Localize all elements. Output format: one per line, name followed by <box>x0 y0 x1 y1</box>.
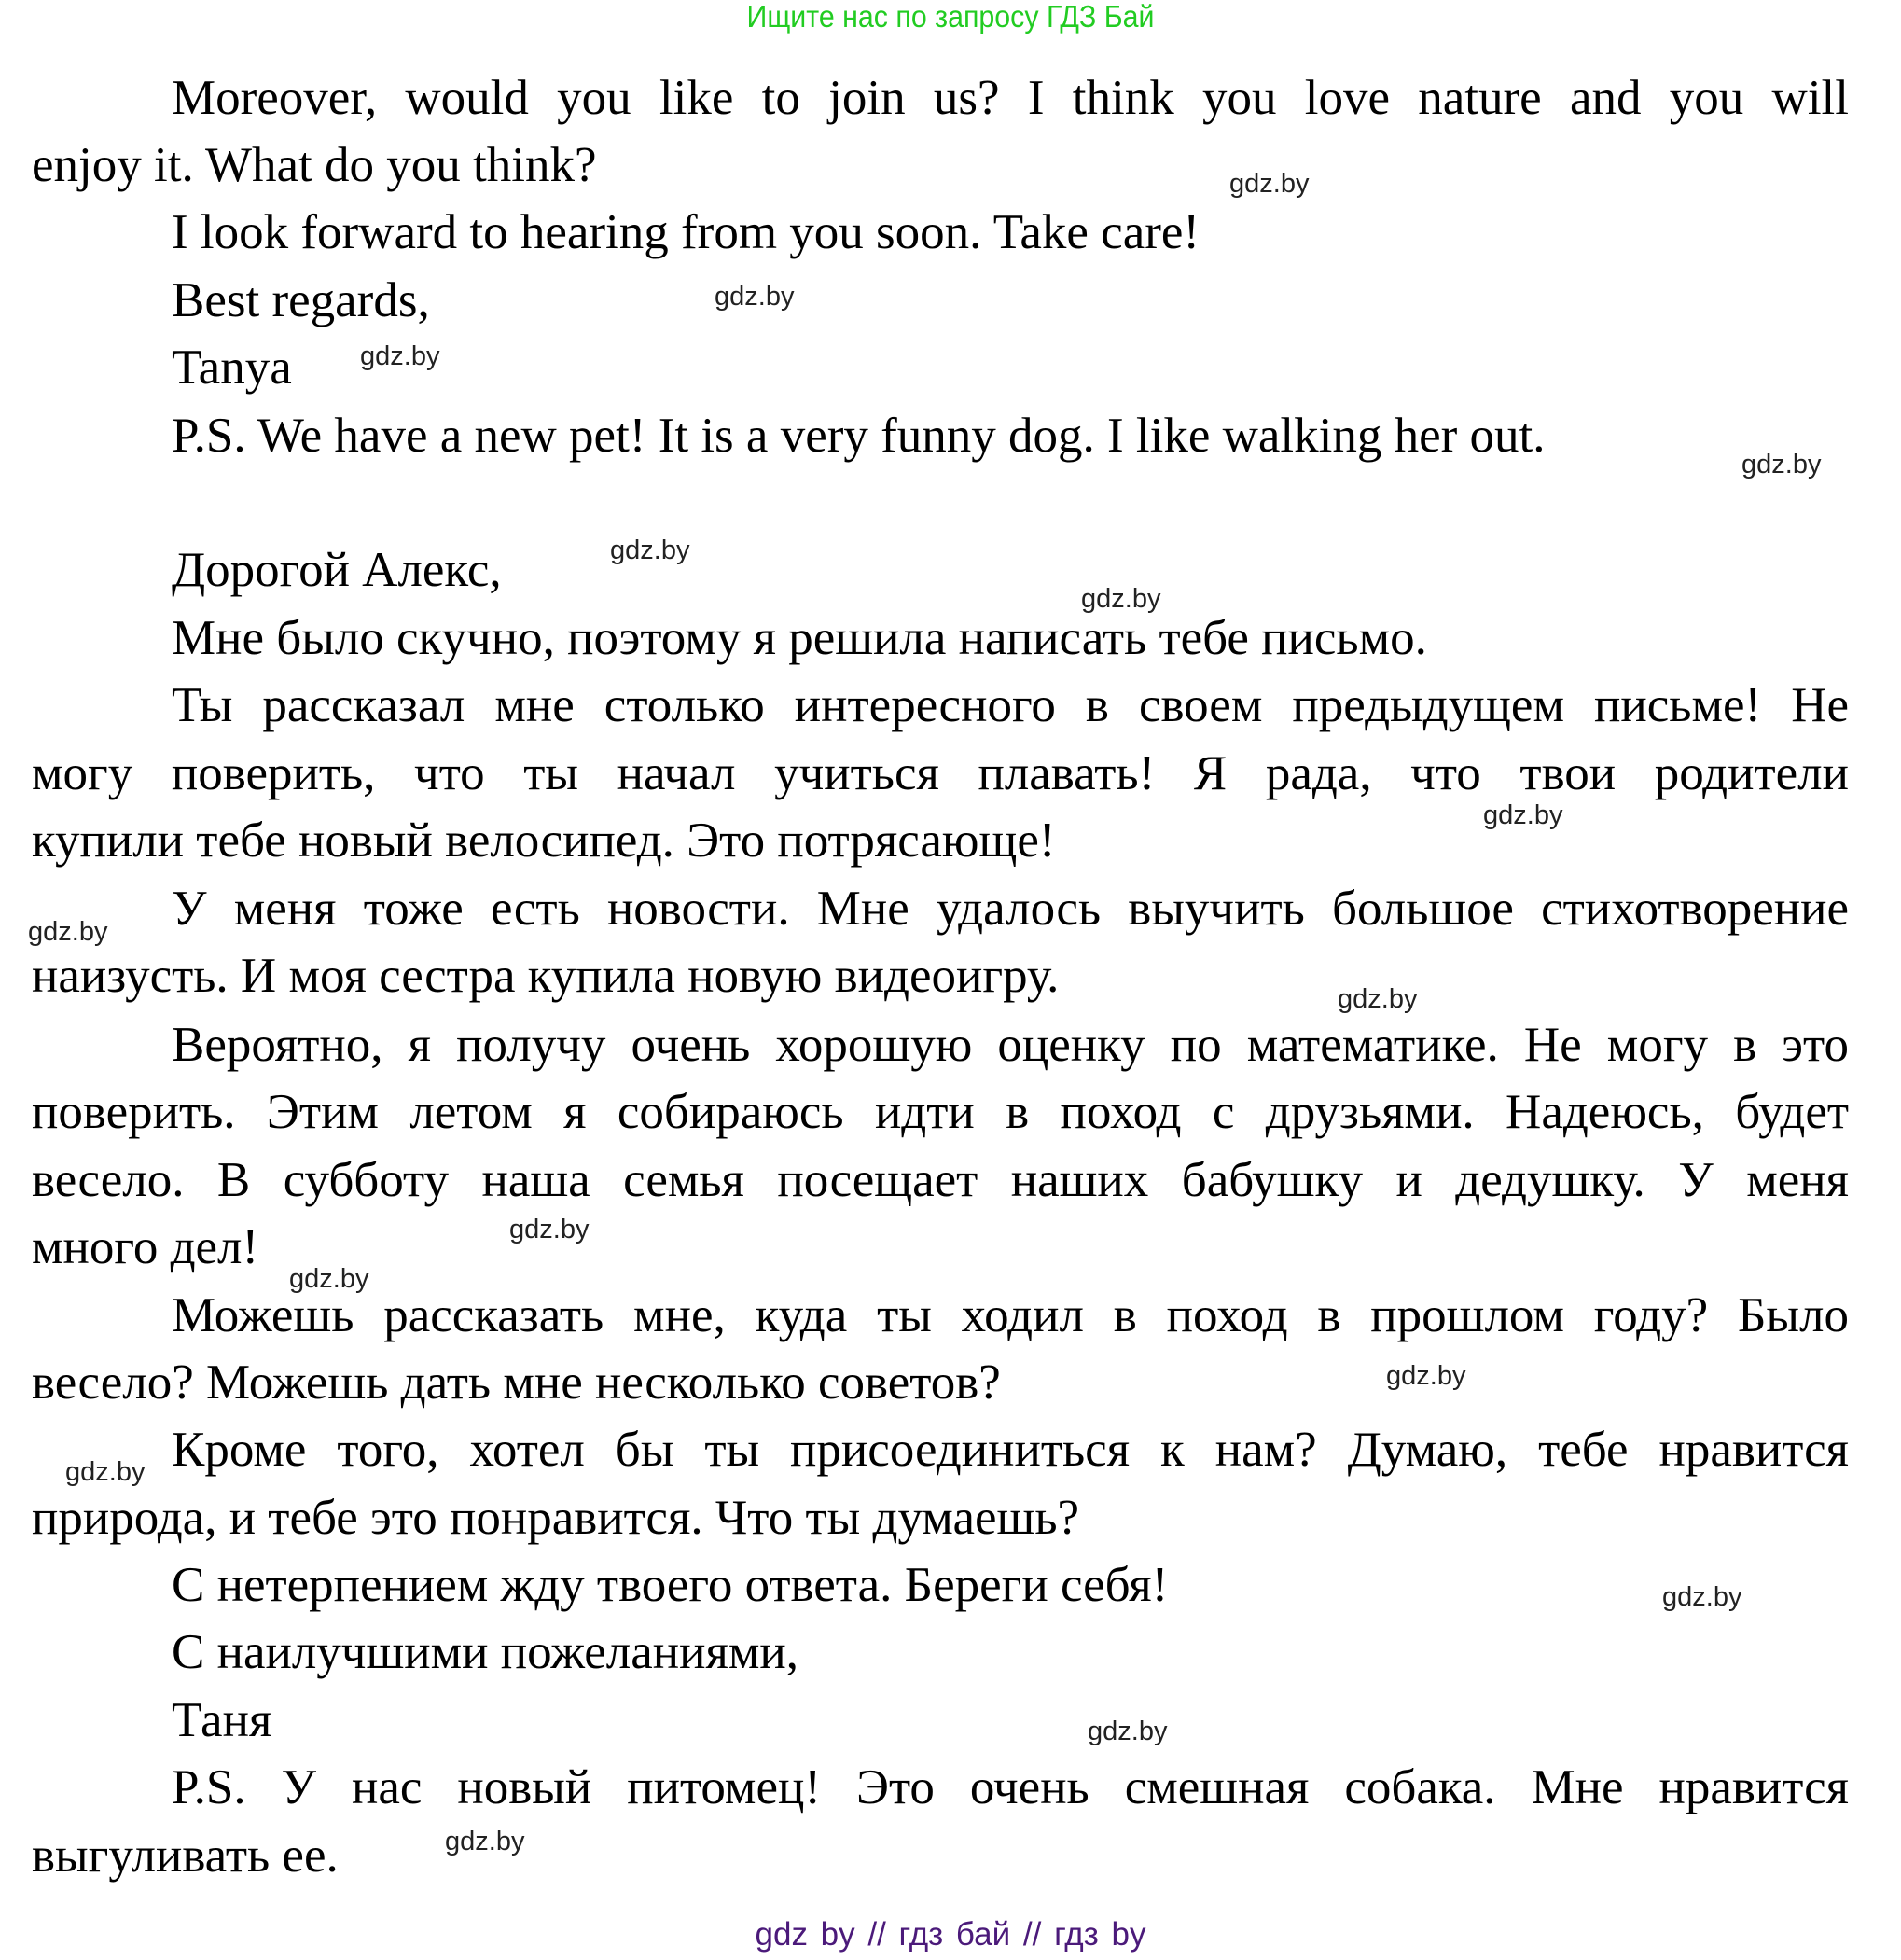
text-line: Вероятно, я получу очень хорошую оценку по математике. Не могу в это <box>172 1018 1849 1072</box>
watermark: gdz.by <box>289 1264 369 1294</box>
text-line: купили тебе новый велосипед. Это потрясающе! <box>32 813 1056 868</box>
text-line: enjoy it. What do you think? <box>32 138 597 192</box>
watermark: gdz.by <box>1483 800 1563 830</box>
watermark: gdz.by <box>1662 1582 1742 1612</box>
text-line: Moreover, would you like to join us? I think you love nature and you will <box>172 71 1849 125</box>
closing-line: Best regards, <box>172 273 430 327</box>
text-line: Мне было скучно, поэтому я решила написать тебе письмо. <box>172 611 1427 665</box>
text-line: весело? Можешь дать мне несколько советов? <box>32 1355 1001 1410</box>
watermark: gdz.by <box>1741 450 1822 480</box>
signature: Tanya <box>172 341 292 395</box>
text-line: Можешь рассказать мне, куда ты ходил в поход в прошлом году? Было <box>172 1288 1849 1342</box>
closing-line: С наилучшими пожеланиями, <box>172 1625 798 1679</box>
watermark: gdz.by <box>1338 984 1418 1014</box>
text-line: поверить. Этим летом я собираюсь идти в поход с друзьями. Надеюсь, будет <box>32 1085 1849 1139</box>
postscript: P.S. У нас новый питомец! Это очень смешная собака. Мне нравится <box>172 1760 1849 1814</box>
watermark: gdz.by <box>1229 169 1310 199</box>
text-line: весело. В субботу наша семья посещает наших бабушку и дедушку. У меня <box>32 1153 1849 1207</box>
watermark: gdz.by <box>28 917 108 947</box>
text-line: Кроме того, хотел бы ты присоединиться к нам? Думаю, тебе нравится <box>172 1423 1849 1477</box>
watermark: gdz.by <box>715 282 795 312</box>
text-line: природа, и тебе это понравится. Что ты думаешь? <box>32 1491 1080 1545</box>
watermark: gdz.by <box>1081 584 1161 614</box>
text-line: I look forward to hearing from you soon. Take care! <box>172 205 1200 259</box>
text-line: У меня тоже есть новости. Мне удалось выучить большое стихотворение <box>172 882 1849 936</box>
site-banner: Ищите нас по запросу ГДЗ Бай <box>746 0 1155 34</box>
postscript: P.S. We have a new pet! It is a very funny dog. I like walking her out. <box>172 409 1546 463</box>
watermark: gdz.by <box>360 341 440 371</box>
text-line: С нетерпением жду твоего ответа. Береги себя! <box>172 1558 1169 1612</box>
watermark: gdz.by <box>445 1827 525 1856</box>
signature: Таня <box>172 1693 272 1747</box>
site-footer: gdz by // гдз бай // гдз by <box>755 1916 1146 1953</box>
watermark: gdz.by <box>65 1457 146 1487</box>
greeting: Дорогой Алекс, <box>172 543 502 597</box>
watermark: gdz.by <box>1088 1717 1168 1746</box>
text-line: наизусть. И моя сестра купила новую видеоигру. <box>32 949 1060 1003</box>
text-line: выгуливать ее. <box>32 1828 339 1883</box>
text-line: много дел! <box>32 1220 259 1274</box>
watermark: gdz.by <box>509 1215 590 1244</box>
watermark: gdz.by <box>610 535 690 565</box>
text-line: Ты рассказал мне столько интересного в своем предыдущем письме! Не <box>172 678 1849 732</box>
watermark: gdz.by <box>1386 1361 1466 1391</box>
text-line: могу поверить, что ты начал учиться плавать! Я рада, что твои родители <box>32 746 1849 800</box>
